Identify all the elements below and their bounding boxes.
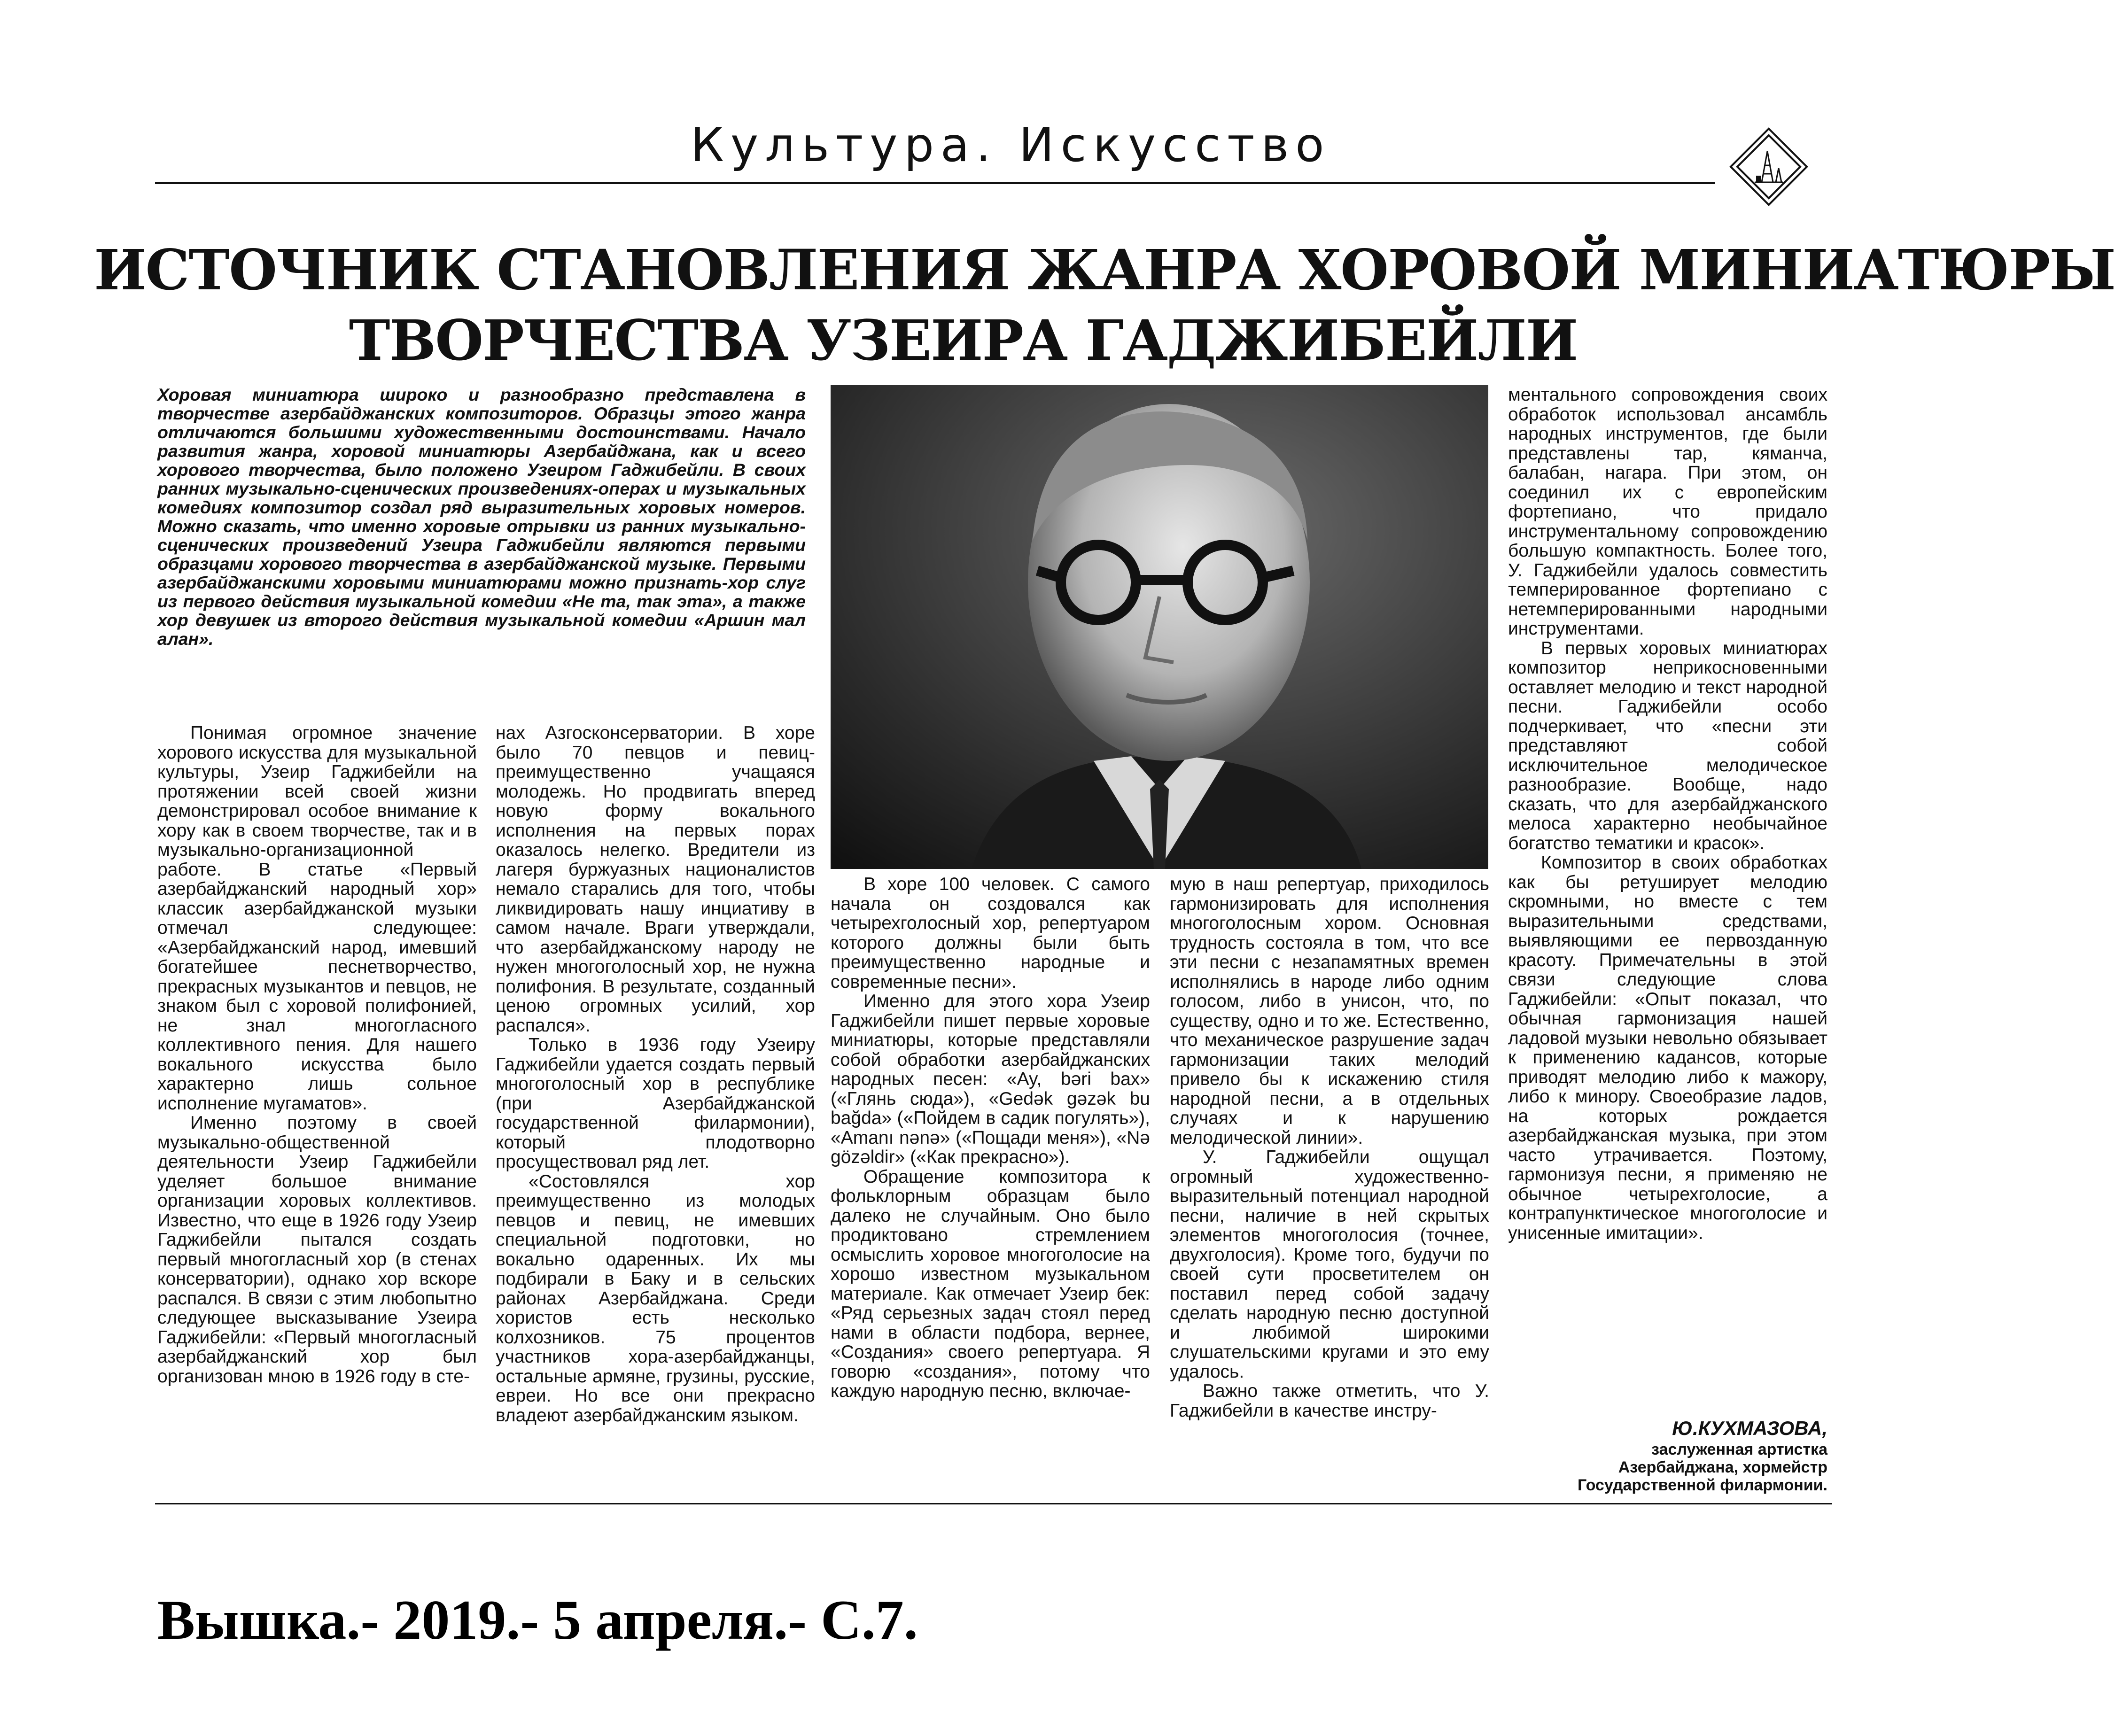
author-role-line: Азербайджана, хормейстр (1618, 1458, 1827, 1476)
bottom-rule (155, 1503, 1832, 1504)
paragraph: Понимая огромное значение хорового искусства для музыкальной культуры, Узеир Гаджибейли на протяжении всей своей жизни демонстрировал особое внимание к хору как в своем творчестве, так и в музыкально-организационной работе. В статье «Первый азербайджанский народный хор» классик азербайджанской музыки отмечал следующее: «Азербайджанский народ, имевший богатейшее песнетворчество, прекрасных музыкантов и певцов, не знаком был с хоровой полифонией, не знал многогласного коллективного пения. Для нашего вокального искусства было характерно лишь сольное исполнение мугаматов». (157, 723, 477, 1114)
article-headline (94, 235, 2115, 376)
author-role-line: заслуженная артистка (1651, 1441, 1827, 1458)
paragraph: нах Азгосконсерватории. В хоре было 70 певцов и певиц-преимущественно учащаяся молодежь. Но продвигать вперед новую форму вокального исполнения на первых порах оказалось нелегко. Вредители из лагеря буржуазных националистов немало старались для того, чтобы ликвидировать нашу инциативу в самом начале. Враги утверждали, что азербайджанскому народу не нужен многоголосный хор, не нужна полифония. В результате, созданный ценою огромных усилий, хор распался». (496, 723, 815, 1036)
header-rule (155, 182, 1715, 184)
article-column-1 (157, 723, 477, 1386)
portrait-photo (831, 385, 1488, 869)
headline-line-1: ИСТОЧНИК СТАНОВЛЕНИЯ ЖАНРА ХОРОВОЙ МИНИАТЮРЫ (94, 237, 2115, 302)
article-column-4 (1170, 875, 1489, 1420)
paragraph: «Состовлялся хор преимущественно из молодых певцов и певиц, не имевших специальной подготовки, но вокально одаренных. Их мы подбирали в Баку и в сельских районах Азербайджана. Среди хористов есть несколько колхозников. 75 процентов участников хора-азербайджанцы, остальные армяне, грузины, русские, евреи. Но все они прекрасно владеют азербайджанским языком. (496, 1171, 815, 1426)
headline-line-2: ТВОРЧЕСТВА УЗЕИРА ГАДЖИБЕЙЛИ (349, 308, 1578, 373)
paragraph: Обращение композитора к фольклорным образцам было далеко не случайным. Оно было продиктовано стремлением осмыслить хоровое многоголосие на хорошо известном музыкальном материале. Как отмечает Узеир бек: «Ряд серьезных задач стоял перед нами в области подбора, вернее, «Создания» своего репертуара. Я говорю «создания», потому что каждую народную песню, включае- (831, 1166, 1150, 1401)
oil-derrick-emblem-icon (1729, 127, 1809, 207)
paragraph: Важно также отметить, что У. Гаджибейли в качестве инстру- (1170, 1381, 1489, 1421)
author-name: Ю.КУХМАЗОВА, (1672, 1417, 1827, 1439)
article-column-5 (1508, 385, 1827, 1243)
lead-paragraph: Хоровая миниатюра широко и разнообразно представлена в творчестве азербайджанских композиторов. Образцы этого жанра отличаются большими художественными достоинствами. Начало развития жанра, хоровой миниатюры Азербайджана, как и всего хорового творчества, было положено Узеиром Гаджибейли. В своих ранних музыкально-сценических произведениях-операх и музыкальных комедиях композитор создал ряд выразительных хоровых номеров. Можно сказать, что именно хоровые отрывки из ранних музыкально-сценических произведений Узеира Гаджибейли являются первыми образцами хорового творчества в азербайджанской музыке. Первыми азербайджанскими хоровыми миниатюрами можно признать-хор слуг из первого действия музыкальной комедии «Не та, так эта», а также хор девушек из второго действия музыкальной комедии «Аршин мал алан». (157, 385, 806, 649)
paragraph: мую в наш репертуар, приходилось гармонизировать для исполнения многоголосным хором. Основная трудность состояла в том, что все эти песни с незапамятных времен исполнялись в народе либо одним голосом, либо в унисон, что, по существу, одно и то же. Естественно, что механическое разрушение задач гармонизации таких мелодий привело бы к искажению стиля народной песни, а в отдельных случаях и к нарушению мелодической линии». (1170, 874, 1489, 1148)
paragraph: Только в 1936 году Узеиру Гаджибейли удается создать первый многоголосный хор в республике (при Азербайджанской государственной филармонии), который плодотворно просуществовал ряд лет. (496, 1035, 815, 1172)
paragraph: ментального сопровождения своих обработок использовал ансамбль народных инструментов, где были представлены тар, кяманча, балабан, нагара. При этом, он соединил их с европейским фортепиано, что придало инструментальному сопровождению большую компактность. Более того, У. Гаджибейли удалось совместить темперированное фортепиано с нетемперированными народными инструментами. (1508, 385, 1827, 639)
author-signature (1508, 1416, 1827, 1494)
source-citation: Вышка.- 2019.- 5 апреля.- С.7. (157, 1589, 918, 1651)
paragraph: У. Гаджибейли ощущал огромный художественно-выразительный потенциал народной песни, наличие в ней скрытых элементов многоголосия (точнее, двухголосия). Кроме того, будучи по своей сути просветителем он поставил перед собой задачу сделать народную песню доступной и любимой широкими слушательскими кругами и это ему удалось. (1170, 1147, 1489, 1382)
paragraph: Именно для этого хора Узеир Гаджибейли пишет первые хоровые миниатюры, которые представляли собой обработки азербайджанских народных песен: «Ay, bəri bax» («Глянь сюда»), «Gedək gəzək bu bağda» («Пойдем в садик погулять»), «Amanı nənə» («Пощади меня»), «Nə gözəldir» («Как прекрасно»). (831, 991, 1150, 1167)
author-role-line: Государственной филармонии. (1578, 1476, 1827, 1494)
article-column-2 (496, 723, 815, 1425)
article-column-3 (831, 875, 1150, 1401)
section-title: Культура. Искусство (691, 117, 1331, 172)
paragraph: Именно поэтому в своей музыкально-общественной деятельности Узеир Гаджибейли уделяет большое внимание организации хоровых коллективов. Известно, что еще в 1926 году Узеир Гаджибейли пытался создать первый многогласный хор (в стенах консерватории), однако хор вскоре распался. В связи с этим любопытно следующее высказывание Узеира Гаджибейли: «Первый многогласный азербайджанский хор был организован мною в 1926 году в сте- (157, 1113, 477, 1387)
paragraph: Композитор в своих обработках как бы ретуширует мелодию скромными, но вместе с тем выразительными средствами, выявляющими ее первозданную красоту. Примечательны в этой связи следующие слова Гаджибейли: «Опыт показал, что обычная гармонизация нашей ладовой музыки невольно обязывает к применению кадансов, которые приводят мелодию либо к мажору, либо к минору. Своеобразие ладов, на которых рождается азербайджанская музыка, при этом часто утрачивается. Поэтому, гармонизуя песни, я применяю не обычное четырехголосие, а контрапунктическое многоголосие и унисенные имитации». (1508, 852, 1827, 1243)
paragraph: В хоре 100 человек. С самого начала он создовался как четырехголосный хор, репертуаром которого должны были быть преимущественно народные и современные песни». (831, 874, 1150, 992)
paragraph: В первых хоровых миниатюрах композитор неприкосновенными оставляет мелодию и текст народной песни. Гаджибейли особо подчеркивает, что «песни эти представляют собой исключительное мелодическое разнообразие. Вообще, надо сказать, что для азербайджанского мелоса характерно необычайное богатство тематики и красок». (1508, 638, 1827, 853)
